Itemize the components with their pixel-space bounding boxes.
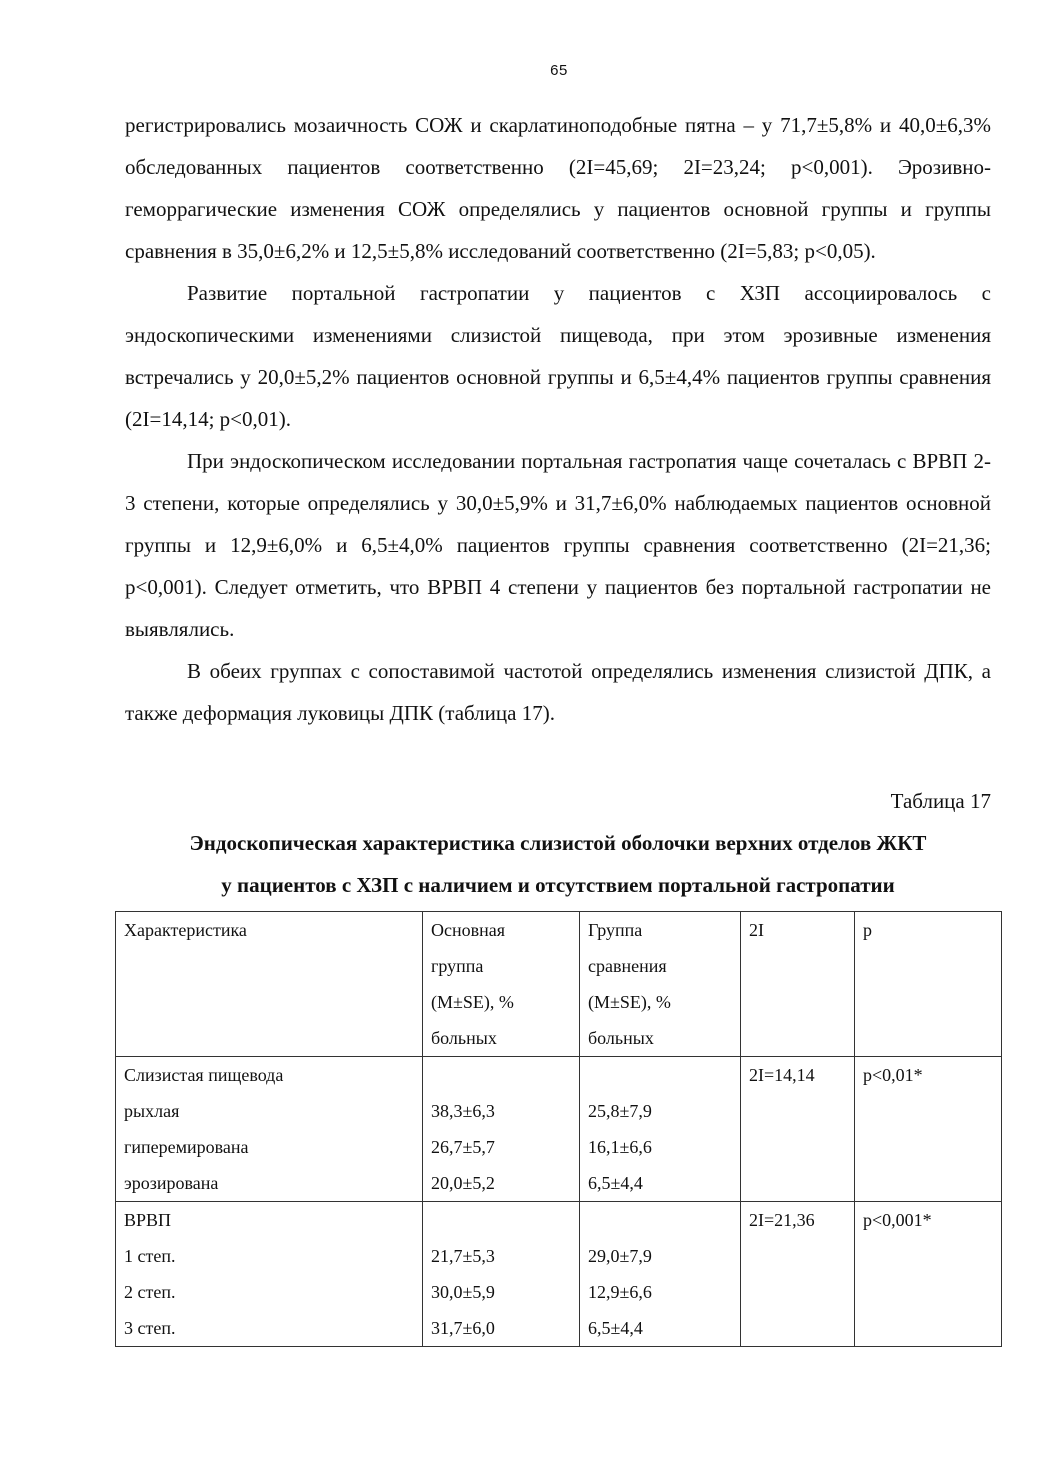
group-varices-p: p<0,001* <box>855 1202 1002 1347</box>
table-title-line-1: Эндоскопическая характеристика слизистой оболочки верхних отделов ЖКТ <box>189 831 927 855</box>
group-varices-main: 21,7±5,3 30,0±5,9 31,7±6,0 <box>423 1202 580 1347</box>
table-title <box>115 822 1001 906</box>
group-esophagus-main: 38,3±6,3 26,7±5,7 20,0±5,2 <box>423 1057 580 1202</box>
table-title-line-2: у пациентов с ХЗП с наличием и отсутствием портальной гастропатии <box>221 873 895 897</box>
data-table <box>115 911 1002 1347</box>
table-label: Таблица 17 <box>890 789 991 813</box>
table-row <box>116 1202 1002 1347</box>
table-row <box>116 1057 1002 1202</box>
group-varices-labels: ВРВП 1 степ. 2 степ. 3 степ. <box>116 1202 423 1347</box>
header-characteristic: Характеристика <box>116 912 423 1057</box>
header-p: p <box>855 912 1002 1057</box>
page-number: 65 <box>550 62 568 79</box>
paragraph-4: В обеих группах с сопоставимой частотой определялись изменения слизистой ДПК, а также деформация луковицы ДПК (таблица 17). <box>125 659 991 725</box>
group-esophagus-chi: 2I=14,14 <box>741 1057 855 1202</box>
body-text <box>125 104 991 734</box>
paragraph-3: При эндоскопическом исследовании портальная гастропатия чаще сочеталась с ВРВП 2-3 степени, которые определялись у 30,0±5,9% и 31,7±6,0% наблюдаемых пациентов основной группы и 12,9±6,0% и 6,5±4,0% пациентов группы сравнения соответственно (2I=21,36; p<0,001). Следует отметить, что ВРВП 4 степени у пациентов без портальной гастропатии не выявлялись. <box>125 449 991 641</box>
paragraph-1: регистрировались мозаичность СОЖ и скарлатиноподобные пятна – у 71,7±5,8% и 40,0±6,3% обследованных пациентов соответственно (2I=45,69; 2I=23,24; p<0,001). Эрозивно-геморрагические изменения СОЖ определялись у пациентов основной группы и группы сравнения в 35,0±6,2% и 12,5±5,8% исследований соответственно (2I=5,83; p<0,05). <box>125 113 991 263</box>
group-esophagus-comparison: 25,8±7,9 16,1±6,6 6,5±4,4 <box>580 1057 741 1202</box>
group-varices-comparison: 29,0±7,9 12,9±6,6 6,5±4,4 <box>580 1202 741 1347</box>
header-main-group: Основная группа (M±SE), % больных <box>423 912 580 1057</box>
table-header-row <box>116 912 1002 1057</box>
header-chi: 2I <box>741 912 855 1057</box>
group-esophagus-p: p<0,01* <box>855 1057 1002 1202</box>
group-esophagus-labels: Слизистая пищевода рыхлая гиперемирована эрозирована <box>116 1057 423 1202</box>
header-comparison-group: Группа сравнения (M±SE), % больных <box>580 912 741 1057</box>
paragraph-2: Развитие портальной гастропатии у пациентов с ХЗП ассоциировалось с эндоскопическими изменениями слизистой пищевода, при этом эрозивные изменения встречались у 20,0±5,2% пациентов основной группы и 6,5±4,4% пациентов группы сравнения (2I=14,14; p<0,01). <box>125 281 991 431</box>
group-varices-chi: 2I=21,36 <box>741 1202 855 1347</box>
